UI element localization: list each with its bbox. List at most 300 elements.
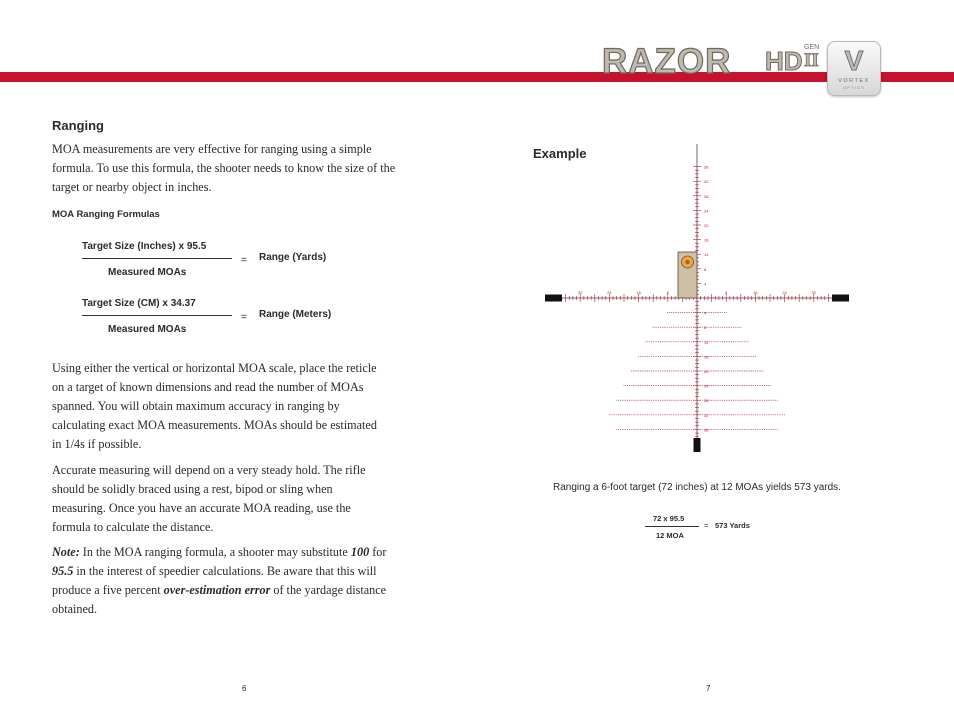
- holdover-dot: [722, 400, 723, 401]
- holdover-dot: [618, 400, 619, 401]
- fraction-line: [645, 526, 699, 527]
- holdover-dot: [755, 400, 756, 401]
- holdover-dot: [711, 356, 712, 357]
- holdover-dot: [684, 371, 685, 372]
- holdover-dot: [755, 429, 756, 430]
- holdover-dot: [717, 414, 718, 415]
- example-formula-result: 573 Yards: [715, 521, 750, 530]
- formula-meters-denominator: Measured MOAs: [108, 324, 187, 335]
- holdover-dot: [649, 371, 650, 372]
- holdover-dot: [749, 414, 750, 415]
- note-100: 100: [350, 545, 370, 559]
- holdover-dot: [691, 341, 692, 342]
- holdover-dot: [662, 385, 663, 386]
- holdover-dot: [673, 414, 674, 415]
- holdover-dot: [740, 341, 741, 342]
- holdover-dot: [766, 385, 767, 386]
- holdover-dot: [633, 385, 634, 386]
- holdover-dot: [629, 429, 630, 430]
- holdover-dot: [660, 371, 661, 372]
- example-formula-denominator: 12 MOA: [656, 531, 684, 540]
- page-number-right: 7: [706, 684, 711, 693]
- holdover-dot: [653, 356, 654, 357]
- horizontal-label-right: 24: [782, 290, 787, 295]
- vertical-label-above: 32: [704, 179, 709, 185]
- logo-ii-text: II: [804, 50, 819, 71]
- holdover-dot: [702, 414, 703, 415]
- holdover-dot: [709, 327, 710, 328]
- holdover-dot: [702, 429, 703, 430]
- holdover-dot: [640, 400, 641, 401]
- holdover-dot: [662, 371, 663, 372]
- holdover-dot: [704, 356, 705, 357]
- holdover-dot: [742, 429, 743, 430]
- holdover-dot: [740, 356, 741, 357]
- holdover-dot: [740, 371, 741, 372]
- holdover-dot: [686, 356, 687, 357]
- holdover-dot: [651, 371, 652, 372]
- holdover-dot: [728, 414, 729, 415]
- holdover-dot: [651, 385, 652, 386]
- holdover-dot: [653, 414, 654, 415]
- holdover-dot: [718, 429, 719, 430]
- optics-text: OPTICS: [842, 85, 866, 90]
- holdover-dot: [669, 414, 670, 415]
- holdover-dot: [729, 385, 730, 386]
- equals-sign: =: [704, 521, 709, 530]
- holdover-dot: [711, 371, 712, 372]
- formula-yards-result: Range (Yards): [259, 252, 327, 263]
- holdover-dot: [666, 400, 667, 401]
- holdover-dot: [720, 371, 721, 372]
- holdover-dot: [740, 414, 741, 415]
- formula-meters-numerator: Target Size (CM) x 34.37: [82, 298, 196, 309]
- holdover-dot: [711, 400, 712, 401]
- holdover-dot: [735, 327, 736, 328]
- holdover-dot: [771, 400, 772, 401]
- holdover-dot: [675, 356, 676, 357]
- holdover-dot: [713, 312, 714, 313]
- holdover-dot: [613, 414, 614, 415]
- note-paragraph: [52, 543, 392, 619]
- holdover-dot: [647, 400, 648, 401]
- holdover-dot: [717, 327, 718, 328]
- paragraph-steady-hold: Accurate measuring will depend on a very steady hold. The rifle should be solidly braced using a rest, bipod or sling when measuring. Once you have an accurate MOA reading, use the formula to calculate the distance.: [52, 463, 366, 534]
- holdover-dot: [671, 414, 672, 415]
- holdover-dot: [757, 400, 758, 401]
- holdover-dot: [729, 341, 730, 342]
- fraction-line: [82, 258, 232, 259]
- holdover-dot: [622, 429, 623, 430]
- holdover-dot: [731, 356, 732, 357]
- holdover-dot: [655, 356, 656, 357]
- holdover-dot: [676, 429, 677, 430]
- holdover-dot: [708, 371, 709, 372]
- holdover-dot: [644, 385, 645, 386]
- holdover-dot: [684, 341, 685, 342]
- holdover-dot: [735, 385, 736, 386]
- holdover-dot: [684, 429, 685, 430]
- horizontal-label-left: 32: [577, 290, 583, 295]
- holdover-dot: [655, 341, 656, 342]
- holdover-dot: [649, 414, 650, 415]
- holdover-dot: [739, 356, 740, 357]
- equals-sign: =: [241, 255, 247, 266]
- holdover-dot: [655, 371, 656, 372]
- holdover-dot: [680, 312, 681, 313]
- holdover-dot: [717, 312, 718, 313]
- holdover-dot: [660, 327, 661, 328]
- holdover-dot: [724, 356, 725, 357]
- holdover-dot: [675, 400, 676, 401]
- section-title: Ranging: [52, 118, 104, 133]
- holdover-dot: [673, 341, 674, 342]
- holdover-dot: [669, 385, 670, 386]
- holdover-dot: [717, 356, 718, 357]
- horizontal-label-left: 24: [607, 290, 612, 295]
- holdover-dot: [724, 341, 725, 342]
- holdover-dot: [671, 385, 672, 386]
- holdover-dot: [715, 356, 716, 357]
- holdover-dot: [737, 414, 738, 415]
- holdover-dot: [706, 371, 707, 372]
- holdover-dot: [687, 385, 688, 386]
- holdover-dot: [689, 356, 690, 357]
- holdover-dot: [671, 356, 672, 357]
- holdover-dot: [775, 429, 776, 430]
- holdover-dot: [673, 385, 674, 386]
- holdover-dot: [731, 429, 732, 430]
- holdover-dot: [669, 371, 670, 372]
- holdover-dot: [678, 356, 679, 357]
- holdover-dot: [686, 341, 687, 342]
- holdover-dot: [742, 371, 743, 372]
- example-title: Example: [533, 146, 587, 161]
- holdover-dot: [757, 429, 758, 430]
- holdover-dot: [742, 385, 743, 386]
- holdover-dot: [733, 400, 734, 401]
- holdover-dot: [666, 327, 667, 328]
- holdover-dot: [624, 429, 625, 430]
- holdover-dot: [739, 429, 740, 430]
- holdover-dot: [744, 385, 745, 386]
- holdover-dot: [631, 414, 632, 415]
- holdover-dot: [620, 400, 621, 401]
- holdover-dot: [658, 371, 659, 372]
- holdover-dot: [739, 327, 740, 328]
- holdover-dot: [702, 327, 703, 328]
- holdover-dot: [682, 327, 683, 328]
- holdover-dot: [647, 414, 648, 415]
- note-error-term: over-estimation error: [163, 583, 271, 597]
- holdover-dot: [713, 327, 714, 328]
- vertical-label-below: 36: [704, 427, 709, 433]
- holdover-dot: [678, 414, 679, 415]
- holdover-dot: [676, 414, 677, 415]
- holdover-dot: [655, 385, 656, 386]
- holdover-dot: [686, 400, 687, 401]
- holdover-dot: [682, 429, 683, 430]
- holdover-dot: [746, 400, 747, 401]
- logo-gen-text: GEN: [804, 44, 820, 51]
- holdover-dot: [770, 400, 771, 401]
- example-caption: Ranging a 6-foot target (72 inches) at 12 MOAs yields 573 yards.: [553, 482, 841, 493]
- holdover-dot: [777, 429, 778, 430]
- holdover-dot: [733, 414, 734, 415]
- holdover-dot: [662, 400, 663, 401]
- example-formula: [645, 514, 765, 542]
- holdover-dot: [718, 414, 719, 415]
- holdover-dot: [729, 414, 730, 415]
- holdover-dot: [664, 356, 665, 357]
- holdover-dot: [658, 414, 659, 415]
- holdover-dot: [678, 429, 679, 430]
- holdover-dot: [649, 385, 650, 386]
- holdover-dot: [764, 414, 765, 415]
- holdover-dot: [720, 327, 721, 328]
- holdover-dot: [689, 327, 690, 328]
- holdover-dot: [777, 414, 778, 415]
- holdover-dot: [746, 429, 747, 430]
- holdover-dot: [662, 429, 663, 430]
- holdover-dot: [675, 371, 676, 372]
- holdover-dot: [656, 429, 657, 430]
- holdover-dot: [647, 371, 648, 372]
- holdover-dot: [680, 356, 681, 357]
- holdover-dot: [728, 400, 729, 401]
- formula-yards-denominator: Measured MOAs: [108, 267, 187, 278]
- holdover-dot: [748, 414, 749, 415]
- holdover-dot: [653, 371, 654, 372]
- holdover-dot: [735, 356, 736, 357]
- holdover-dot: [691, 312, 692, 313]
- holdover-dot: [653, 429, 654, 430]
- holdover-dot: [755, 371, 756, 372]
- holdover-dot: [748, 356, 749, 357]
- vertical-label-below: 4: [704, 310, 707, 316]
- intro-paragraph: MOA measurements are very effective for ranging using a simple formula. To use this formula, the shooter needs to know the size of the target or nearby object in inches.: [52, 142, 396, 194]
- holdover-dot: [722, 327, 723, 328]
- holdover-dot: [771, 414, 772, 415]
- holdover-dot: [751, 356, 752, 357]
- holdover-dot: [717, 385, 718, 386]
- holdover-dot: [744, 356, 745, 357]
- holdover-dot: [742, 356, 743, 357]
- holdover-dot: [726, 414, 727, 415]
- holdover-dot: [713, 414, 714, 415]
- holdover-dot: [739, 400, 740, 401]
- holdover-dot: [686, 312, 687, 313]
- holdover-dot: [726, 341, 727, 342]
- holdover-dot: [729, 400, 730, 401]
- holdover-dot: [671, 371, 672, 372]
- holdover-dot: [733, 371, 734, 372]
- holdover-dot: [782, 414, 783, 415]
- holdover-dot: [675, 414, 676, 415]
- holdover-dot: [633, 414, 634, 415]
- holdover-dot: [684, 356, 685, 357]
- holdover-dot: [708, 429, 709, 430]
- holdover-dot: [720, 312, 721, 313]
- holdover-dot: [656, 371, 657, 372]
- holdover-dot: [629, 400, 630, 401]
- holdover-dot: [746, 356, 747, 357]
- holdover-dot: [686, 414, 687, 415]
- holdover-dot: [636, 371, 637, 372]
- holdover-dot: [726, 371, 727, 372]
- fraction-line: [82, 315, 232, 316]
- horizontal-label-right: 8: [725, 290, 728, 295]
- holdover-dot: [718, 400, 719, 401]
- holdover-dot: [631, 400, 632, 401]
- holdover-dot: [744, 429, 745, 430]
- holdover-dot: [720, 429, 721, 430]
- holdover-dot: [645, 341, 646, 342]
- holdover-dot: [706, 385, 707, 386]
- note-text-d: of the yardage distance obtained.: [52, 583, 387, 616]
- holdover-dot: [726, 429, 727, 430]
- holdover-dot: [737, 371, 738, 372]
- holdover-dot: [680, 429, 681, 430]
- vertical-label-below: 12: [704, 339, 709, 345]
- vertical-label-above: 28: [704, 193, 709, 199]
- holdover-dot: [642, 414, 643, 415]
- holdover-dot: [645, 414, 646, 415]
- holdover-dot: [720, 341, 721, 342]
- holdover-dot: [744, 400, 745, 401]
- page-number-left: 6: [242, 684, 247, 693]
- holdover-dot: [691, 385, 692, 386]
- note-95-5: 95.5: [52, 564, 74, 578]
- holdover-dot: [666, 341, 667, 342]
- holdover-dot: [768, 414, 769, 415]
- holdover-dot: [722, 371, 723, 372]
- holdover-dot: [708, 327, 709, 328]
- holdover-dot: [760, 414, 761, 415]
- holdover-dot: [742, 414, 743, 415]
- holdover-dot: [689, 312, 690, 313]
- holdover-dot: [660, 385, 661, 386]
- holdover-dot: [667, 385, 668, 386]
- holdover-dot: [673, 312, 674, 313]
- holdover-dot: [775, 400, 776, 401]
- holdover-dot: [678, 371, 679, 372]
- holdover-dot: [759, 414, 760, 415]
- holdover-dot: [689, 429, 690, 430]
- holdover-dot: [622, 414, 623, 415]
- holdover-dot: [656, 327, 657, 328]
- holdover-dot: [773, 400, 774, 401]
- holdover-dot: [737, 341, 738, 342]
- holdover-dot: [627, 414, 628, 415]
- holdover-dot: [753, 400, 754, 401]
- holdover-dot: [651, 400, 652, 401]
- holdover-dot: [624, 414, 625, 415]
- holdover-dot: [731, 327, 732, 328]
- holdover-dot: [658, 429, 659, 430]
- holdover-dot: [770, 429, 771, 430]
- holdover-dot: [669, 341, 670, 342]
- holdover-dot: [729, 327, 730, 328]
- holdover-dot: [731, 385, 732, 386]
- holdover-dot: [768, 400, 769, 401]
- holdover-dot: [753, 356, 754, 357]
- holdover-dot: [689, 371, 690, 372]
- holdover-dot: [733, 341, 734, 342]
- holdover-dot: [675, 429, 676, 430]
- note-text-c: in the interest of speedier calculations. Be aware that this will produce a five percent: [52, 564, 377, 597]
- holdover-dot: [691, 400, 692, 401]
- holdover-dot: [728, 371, 729, 372]
- holdover-dot: [733, 327, 734, 328]
- holdover-dot: [708, 414, 709, 415]
- holdover-dot: [709, 341, 710, 342]
- holdover-dot: [764, 400, 765, 401]
- holdover-dot: [662, 356, 663, 357]
- holdover-dot: [649, 356, 650, 357]
- holdover-dot: [684, 385, 685, 386]
- holdover-dot: [739, 385, 740, 386]
- holdover-dot: [620, 414, 621, 415]
- holdover-dot: [713, 356, 714, 357]
- vortex-badge-icon: [827, 41, 881, 96]
- holdover-dot: [706, 414, 707, 415]
- holdover-dot: [671, 341, 672, 342]
- holdover-dot: [686, 385, 687, 386]
- holdover-dot: [664, 327, 665, 328]
- holdover-dot: [717, 341, 718, 342]
- holdover-dot: [737, 385, 738, 386]
- holdover-dot: [642, 356, 643, 357]
- holdover-dot: [658, 356, 659, 357]
- holdover-dot: [687, 341, 688, 342]
- holdover-dot: [664, 385, 665, 386]
- holdover-dot: [633, 371, 634, 372]
- holdover-dot: [645, 429, 646, 430]
- holdover-dot: [647, 356, 648, 357]
- holdover-dot: [762, 429, 763, 430]
- holdover-dot: [724, 327, 725, 328]
- holdover-dot: [735, 400, 736, 401]
- holdover-dot: [784, 414, 785, 415]
- holdover-dot: [766, 414, 767, 415]
- holdover-dot: [720, 385, 721, 386]
- holdover-dot: [609, 414, 610, 415]
- holdover-dot: [687, 414, 688, 415]
- holdover-dot: [678, 327, 679, 328]
- holdover-dot: [644, 356, 645, 357]
- holdover-dot: [689, 400, 690, 401]
- holdover-dot: [731, 400, 732, 401]
- holdover-dot: [728, 385, 729, 386]
- holdover-dot: [645, 400, 646, 401]
- holdover-dot: [709, 312, 710, 313]
- holdover-dot: [640, 414, 641, 415]
- holdover-dot: [625, 414, 626, 415]
- holdover-dot: [642, 371, 643, 372]
- holdover-dot: [638, 414, 639, 415]
- holdover-dot: [759, 429, 760, 430]
- holdover-dot: [764, 429, 765, 430]
- holdover-dot: [753, 371, 754, 372]
- holdover-dot: [638, 371, 639, 372]
- holdover-dot: [669, 400, 670, 401]
- holdover-dot: [702, 371, 703, 372]
- holdover-dot: [704, 341, 705, 342]
- holdover-dot: [711, 414, 712, 415]
- holdover-dot: [645, 385, 646, 386]
- holdover-dot: [744, 341, 745, 342]
